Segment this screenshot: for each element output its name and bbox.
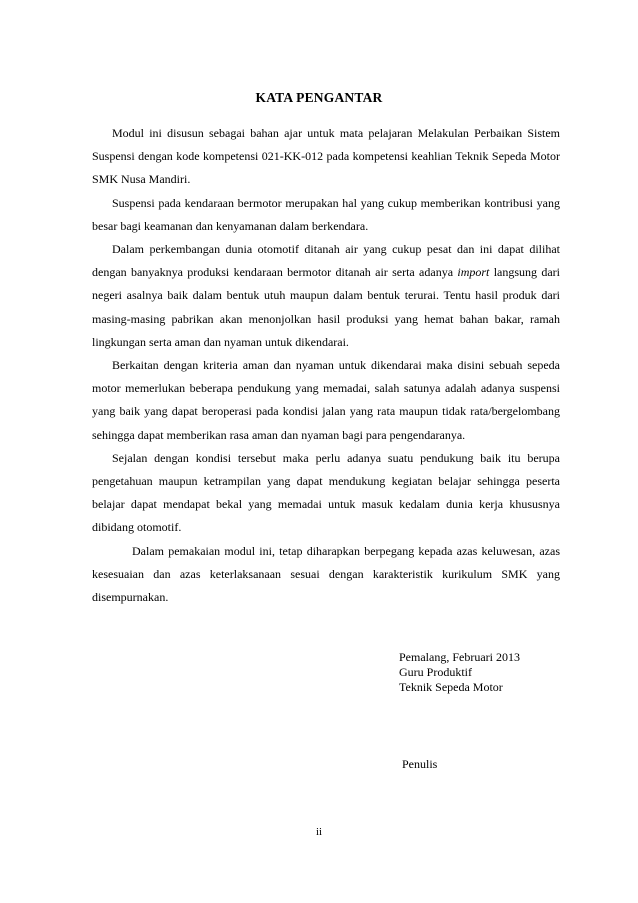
paragraph-4: Berkaitan dengan kriteria aman dan nyaman untuk dikendarai maka disini sebuah sepeda motor memerlukan beberapa pendukung yang memadai, salah satunya adalah adanya suspensi yang baik yang dapat beroperasi pada kondisi jalan yang rata maupun tidak rata/bergelombang sehingga dapat memberikan rasa aman dan nyaman bagi para pengendaranya.	[92, 358, 560, 442]
paragraph-3-text-end: langsung dari negeri asalnya baik dalam bentuk utuh maupun dalam bentuk terurai. Tentu hasil produk dari masing-masing pabrikan akan menonjolkan hasil produksi yang hemat bahan bakar, ramah lingkungan serta aman dan nyaman untuk dikendarai.	[92, 265, 560, 349]
paragraph-3-text-start: Dalam perkembangan dunia otomotif ditanah air yang cukup pesat dan ini dapat dilihat dengan banyaknya produksi kendaraan bermotor ditanah air serta adanya	[92, 242, 560, 280]
signature-block	[399, 650, 520, 695]
paragraph-3-italic-term: import	[457, 265, 490, 280]
page-title: KATA PENGANTAR	[255, 90, 383, 105]
page-number: ii	[315, 826, 323, 838]
paragraph-1: Modul ini disusun sebagai bahan ajar untuk mata pelajaran Melakulan Perbaikan Sistem Suspensi dengan kode kompetensi 021-KK-012 pada kompetensi keahlian Teknik Sepeda Motor SMK Nusa Mandiri.	[92, 126, 560, 187]
paragraph-6: Dalam pemakaian modul ini, tetap diharapkan berpegang kepada azas keluwesan, azas kesesuaian dan azas keterlaksanaan sesuai dengan karakteristik kurikulum SMK yang disempurnakan.	[92, 543, 560, 605]
paragraph-5: Sejalan dengan kondisi tersebut maka perlu adanya suatu pendukung baik itu berupa pengetahuan maupun ketrampilan yang dapat mendukung kegiatan belajar sehingga peserta belajar dapat mendapat bekal yang memadai untuk masuk kedalam dunia kerja khususnya dibidang otomotif.	[92, 450, 560, 535]
preface-body	[92, 122, 560, 609]
paragraph-2: Suspensi pada kendaraan bermotor merupakan hal yang cukup memberikan kontribusi yang besar bagi keamanan dan kenyamanan dalam berkendara.	[92, 195, 560, 233]
signer-role-line-2: Teknik Sepeda Motor	[399, 680, 503, 694]
author-label: Penulis	[402, 757, 438, 771]
signer-role-line-1: Guru Produktif	[399, 665, 472, 679]
paragraph-3	[92, 238, 560, 354]
place-date: Pemalang, Februari 2013	[399, 650, 520, 664]
